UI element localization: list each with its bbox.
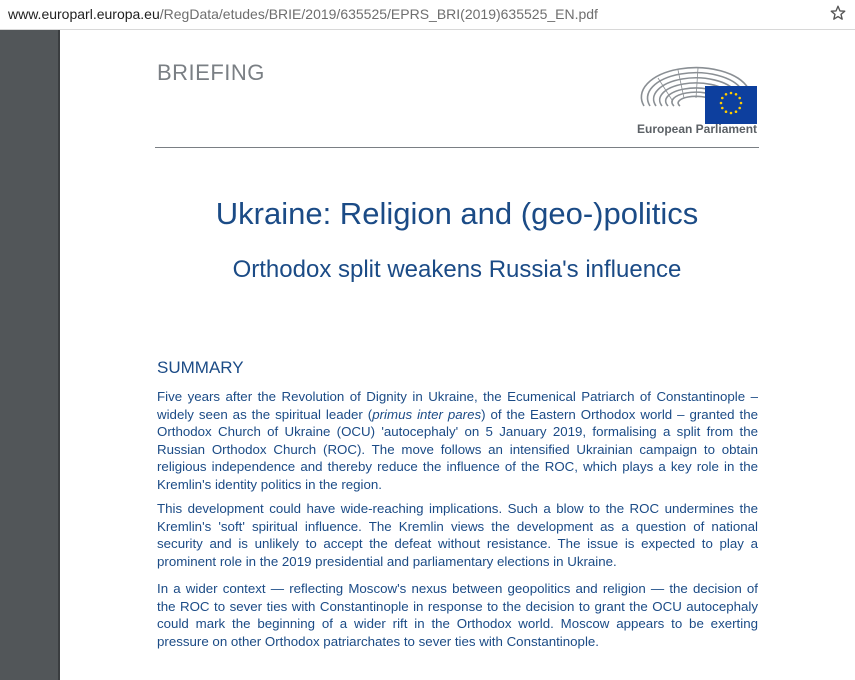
p1-text-a: Five years after the Revolution of Dignity in Ukraine, the Ecumenical Patriarch of Constantinople – widely seen as the spiritual leader ( [157, 389, 758, 422]
star-icon[interactable] [829, 4, 847, 22]
url-path: /RegData/etudes/BRIE/2019/635525/EPRS_BRI(2019)635525_EN.pdf [159, 6, 598, 22]
header-divider [155, 147, 759, 148]
summary-paragraph-1 [157, 388, 758, 494]
document-title: Ukraine: Religion and (geo-)politics [215, 196, 699, 231]
address-bar[interactable] [0, 0, 855, 30]
url-text[interactable] [8, 6, 598, 22]
summary-paragraph-3: In a wider context — reflecting Moscow's nexus between geopolitics and religion — the decision of the ROC to sever ties with Constantinople in response to the decision to grant the OCU autocephaly could mark the beginning of a wider rift in the Orthodox world. Moscow appears to be exerting pressure on other Orthodox patriarchates to sever ties with Constantinople. [157, 581, 758, 649]
document-subtitle: Orthodox split weakens Russia's influence [232, 256, 682, 283]
url-host: www.europarl.europa.eu [8, 6, 160, 22]
document-type-label: BRIEFING [157, 60, 265, 85]
summary-heading: SUMMARY [157, 358, 244, 377]
pdf-page [60, 30, 855, 680]
summary-paragraph-2: This development could have wide-reaching implications. Such a blow to the ROC undermines the Kremlin's 'soft' spiritual influence. The Kremlin views the development as a question of national security and is unlikely to accept the defeat without resistance. The issue is expected to play a prominent role in the 2019 presidential and parliamentary elections in Ukraine. [157, 501, 758, 569]
p1-italic: primus inter pares [372, 406, 482, 422]
p1-text-b: ) of the Eastern Orthodox world – granted the Orthodox Church of Ukraine (OCU) 'autocephaly' on 5 January 2019, formalising a split from the Russian Orthodox Church (ROC). The move follows an intensified Ukrainian campaign to obtain religious independence and thereby reduce the influence of the ROC, which plays a key role in the Kremlin's identity politics in the region. [157, 406, 758, 492]
viewer-background [0, 30, 60, 680]
logo-text: European Parliament [637, 122, 758, 136]
